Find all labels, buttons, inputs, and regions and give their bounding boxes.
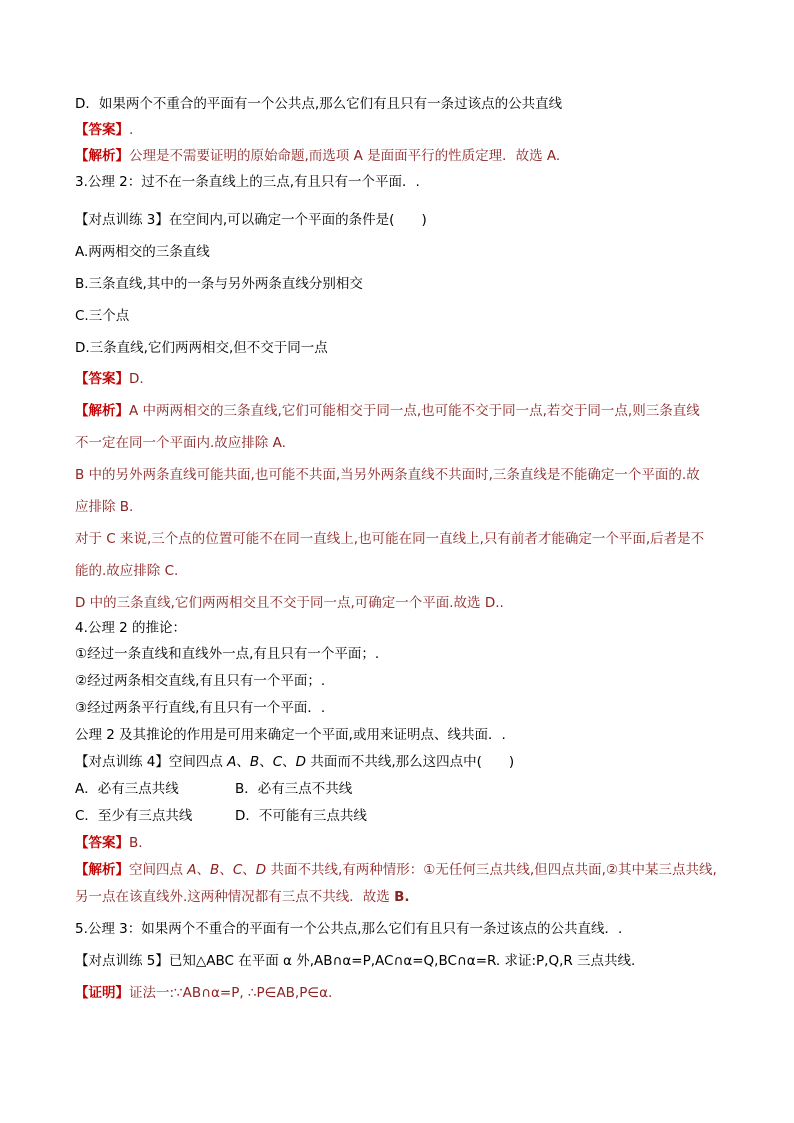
answer-text: . <box>129 122 134 138</box>
exercise-3-option-a: A.两两相交的三条直线 <box>75 244 210 260</box>
corollary-2: ②经过两条相交直线,有且只有一个平面；. <box>75 673 326 689</box>
point-c: C <box>272 754 283 770</box>
analysis-text-end: 共面不共线,有两种情形：①无任何三点共线,但四点共面,②其中某三点共线, <box>266 862 717 878</box>
point-b: B <box>210 862 220 878</box>
answer-choice: B. <box>394 889 410 905</box>
answer-text: D. <box>129 371 144 387</box>
analysis-line-1 <box>75 147 560 165</box>
exercise-5-question: 【对点训练 5】已知△ABC 在平面 α 外,AB∩α=P,AC∩α=Q,BC∩α=R. 求证:P,Q,R 三点共线. <box>75 953 636 969</box>
exercise-3-option-d: D.三条直线,它们两两相交,但不交于同一点 <box>75 340 328 356</box>
proof-tag: 【证明】 <box>75 985 129 1001</box>
analysis-tag: 【解析】 <box>75 862 129 878</box>
exercise-3-option-b: B.三条直线,其中的一条与另外两条直线分别相交 <box>75 276 363 292</box>
analysis-text: A 中两两相交的三条直线,它们可能相交于同一点,也可能不交于同一点,若交于同一点,则三条直线 <box>129 403 700 419</box>
point-a: A <box>187 862 197 878</box>
exercise-4-text: 【对点训练 4】空间四点 <box>75 754 228 770</box>
separator: 、 <box>236 754 250 770</box>
exercise-4-option-c: C．至少有三点共线 <box>75 808 193 824</box>
separator: 、 <box>282 754 296 770</box>
analysis-text: 空间四点 <box>129 862 188 878</box>
answer-text: B. <box>129 835 143 851</box>
point-a: A <box>227 754 237 770</box>
analysis-line-3c: B 中的另外两条直线可能共面,也可能不共面,当另外两条直线不共面时,三条直线是不能确定一个平面的.故 <box>75 467 700 483</box>
corollary-title: 4.公理 2 的推论： <box>75 620 187 636</box>
exercise-4-option-b: B．必有三点不共线 <box>235 781 353 797</box>
corollary-usage: 公理 2 及其推论的作用是可用来确定一个平面,或用来证明点、线共面．. <box>75 727 506 743</box>
analysis-line-4b <box>75 888 410 906</box>
separator: 、 <box>259 754 273 770</box>
point-b: B <box>249 754 260 770</box>
point-d: D <box>255 862 267 878</box>
answer-tag: 【答案】 <box>75 122 129 138</box>
separator: 、 <box>196 862 211 878</box>
analysis-text: 另一点在该直线外.这两种情况都有三点不共线．故选 <box>75 889 395 905</box>
answer-line-1 <box>75 121 133 139</box>
exercise-4-question <box>75 753 514 771</box>
exercise-4-option-d: D．不可能有三点共线 <box>235 808 367 824</box>
analysis-line-3a <box>75 402 700 420</box>
exercise-4-options-ab <box>75 780 352 798</box>
axiom-3-line: 5.公理 3：如果两个不重合的平面有一个公共点,那么它们有且只有一条过该点的公共直线．. <box>75 921 623 937</box>
answer-tag: 【答案】 <box>75 371 129 387</box>
separator: 、 <box>219 862 233 878</box>
exercise-3-question: 【对点训练 3】在空间内,可以确定一个平面的条件是( ) <box>75 212 427 228</box>
corollary-3: ③经过两条平行直线,有且只有一个平面．. <box>75 700 326 716</box>
analysis-tag: 【解析】 <box>75 403 129 419</box>
exercise-3-option-c: C.三个点 <box>75 308 130 324</box>
answer-tag: 【答案】 <box>75 835 129 851</box>
point-d: D <box>295 754 307 770</box>
answer-line-3 <box>75 370 144 388</box>
proof-text: 证法一:∵AB∩α=P, ∴P∈AB,P∈α. <box>129 985 333 1001</box>
analysis-line-3d: 应排除 B. <box>75 499 134 515</box>
separator: 、 <box>242 862 256 878</box>
analysis-line-3e: 对于 C 来说,三个点的位置可能不在同一直线上,也可能在同一直线上,只有前者才能确定一个平面,后者是不 <box>75 531 705 547</box>
analysis-text: 公理是不需要证明的原始命题,而选项 A 是面面平行的性质定理．故选 A. <box>129 148 561 164</box>
exercise-4-option-a: A．必有三点共线 <box>75 781 179 797</box>
analysis-line-3f: 能的.故应排除 C. <box>75 563 179 579</box>
point-c: C <box>232 862 243 878</box>
analysis-line-4a <box>75 861 717 879</box>
proof-line-1 <box>75 984 332 1002</box>
analysis-tag: 【解析】 <box>75 148 129 164</box>
analysis-line-3g: D 中的三条直线,它们两两相交且不交于同一点,可确定一个平面.故选 D.. <box>75 595 504 611</box>
answer-line-4 <box>75 834 143 852</box>
exercise-4-text-end: 共面而不共线,那么这四点中( ) <box>306 754 515 770</box>
exercise-4-options-cd <box>75 807 367 825</box>
option-d-line: D．如果两个不重合的平面有一个公共点,那么它们有且只有一条过该点的公共直线 <box>75 96 563 112</box>
corollary-1: ①经过一条直线和直线外一点,有且只有一个平面；. <box>75 646 380 662</box>
axiom-2-line: 3.公理 2：过不在一条直线上的三点,有且只有一个平面．. <box>75 174 420 190</box>
analysis-line-3b: 不一定在同一个平面内.故应排除 A. <box>75 435 286 451</box>
